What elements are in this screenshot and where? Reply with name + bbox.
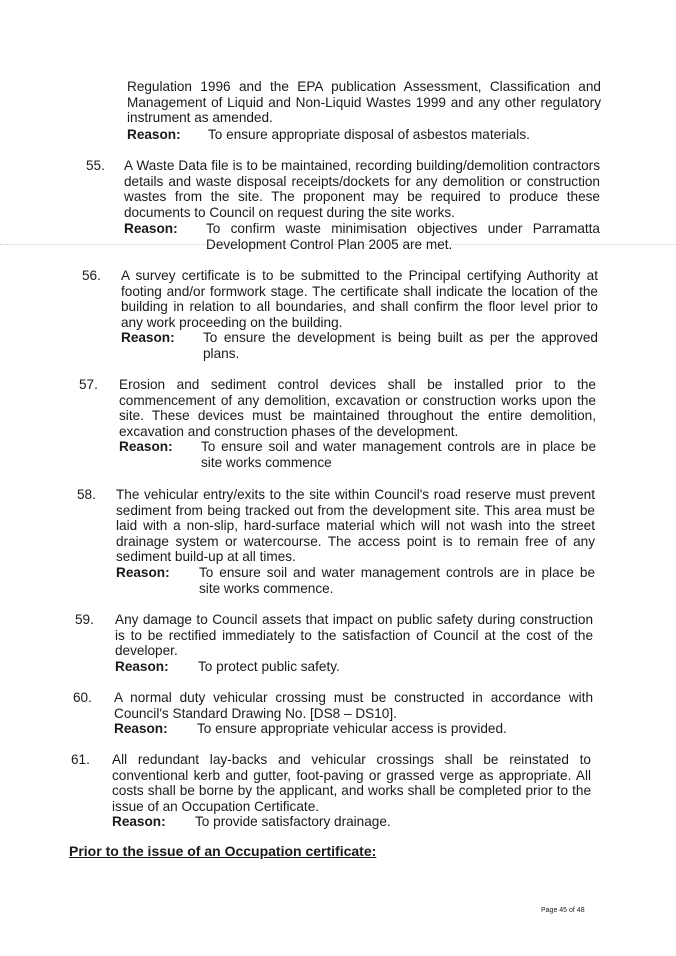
item-text-55: A Waste Data file is to be maintained, recording building/demolition contractors details and waste disposal receipts/dockets for any demolition or construction wastes from the site. The proponent may be required to produce these documents to Council on request during the site works. xyxy=(124,158,600,220)
reason-label: Reason: xyxy=(116,565,170,580)
item-reason-61 xyxy=(112,814,591,830)
reason-label: Reason: xyxy=(124,221,178,236)
continuation-reason xyxy=(127,127,601,143)
reason-text: To ensure soil and water management controls are in place be site works commence. xyxy=(199,565,595,596)
reason-label: Reason: xyxy=(114,721,168,736)
reason-text: To protect public safety. xyxy=(198,659,340,674)
item-reason-58 xyxy=(116,565,595,597)
item-text-61: All redundant lay-backs and vehicular crossings shall be reinstated to conventional kerb and gutter, foot-paving or grassed verge as appropriate. All costs shall be borne by the applicant, and works shall be completed prior to the issue of an Occupation Certificate. xyxy=(112,752,591,814)
reason-text: To ensure appropriate vehicular access is provided. xyxy=(197,721,507,736)
reason-text: To confirm waste minimisation objectives under Parramatta Development Control Plan 2005 are met. xyxy=(206,221,600,252)
reason-label: Reason: xyxy=(112,814,166,829)
item-number-59: 59. xyxy=(75,612,94,627)
reason-text: To ensure appropriate disposal of asbestos materials. xyxy=(208,127,530,142)
reason-text: To provide satisfactory drainage. xyxy=(195,814,391,829)
item-text-59: Any damage to Council assets that impact on public safety during construction is to be rectified immediately to the satisfaction of Council at the cost of the developer. xyxy=(115,612,593,659)
item-reason-60 xyxy=(114,721,593,737)
reason-text: To ensure soil and water management controls are in place be site works commence xyxy=(201,439,596,470)
item-reason-56 xyxy=(121,330,598,362)
item-number-55: 55. xyxy=(86,158,105,173)
item-text-57: Erosion and sediment control devices shall be installed prior to the commencement of any demolition, excavation or construction works upon the site. These devices must be maintained throughout the entire demolition, excavation and construction phases of the development. xyxy=(119,377,596,439)
item-reason-57 xyxy=(119,439,596,471)
reason-label: Reason: xyxy=(119,439,173,454)
continuation-text: Regulation 1996 and the EPA publication Assessment, Classification and Management of Liquid and Non-Liquid Wastes 1999 and any other regulatory instrument as amended. xyxy=(127,79,601,126)
item-text-56: A survey certificate is to be submitted to the Principal certifying Authority at footing and/or formwork stage. The certificate shall indicate the location of the building in relation to all boundaries, and shall confirm the floor level prior to any work proceeding on the building. xyxy=(121,268,598,330)
item-number-61: 61. xyxy=(71,752,90,767)
reason-label: Reason: xyxy=(115,659,169,674)
item-number-56: 56. xyxy=(82,268,101,283)
section-heading: Prior to the issue of an Occupation certificate: xyxy=(69,843,377,859)
item-reason-59 xyxy=(115,659,593,675)
reason-label: Reason: xyxy=(121,330,175,345)
reason-text: To ensure the development is being built as per the approved plans. xyxy=(203,330,598,361)
item-reason-55 xyxy=(124,221,600,253)
item-number-58: 58. xyxy=(77,487,96,502)
item-number-57: 57. xyxy=(79,377,98,392)
item-number-60: 60. xyxy=(73,690,92,705)
page-number: Page 45 of 48 xyxy=(541,907,585,914)
item-text-60: A normal duty vehicular crossing must be constructed in accordance with Council's Standard Drawing No. [DS8 – DS10]. xyxy=(114,690,593,721)
reason-label: Reason: xyxy=(127,127,181,142)
item-text-58: The vehicular entry/exits to the site within Council's road reserve must prevent sediment from being tracked out from the development site. This area must be laid with a non-slip, hard-surface material which will not wash into the street drainage system or watercourse. The access point is to remain free of any sediment build-up at all times. xyxy=(116,487,595,565)
